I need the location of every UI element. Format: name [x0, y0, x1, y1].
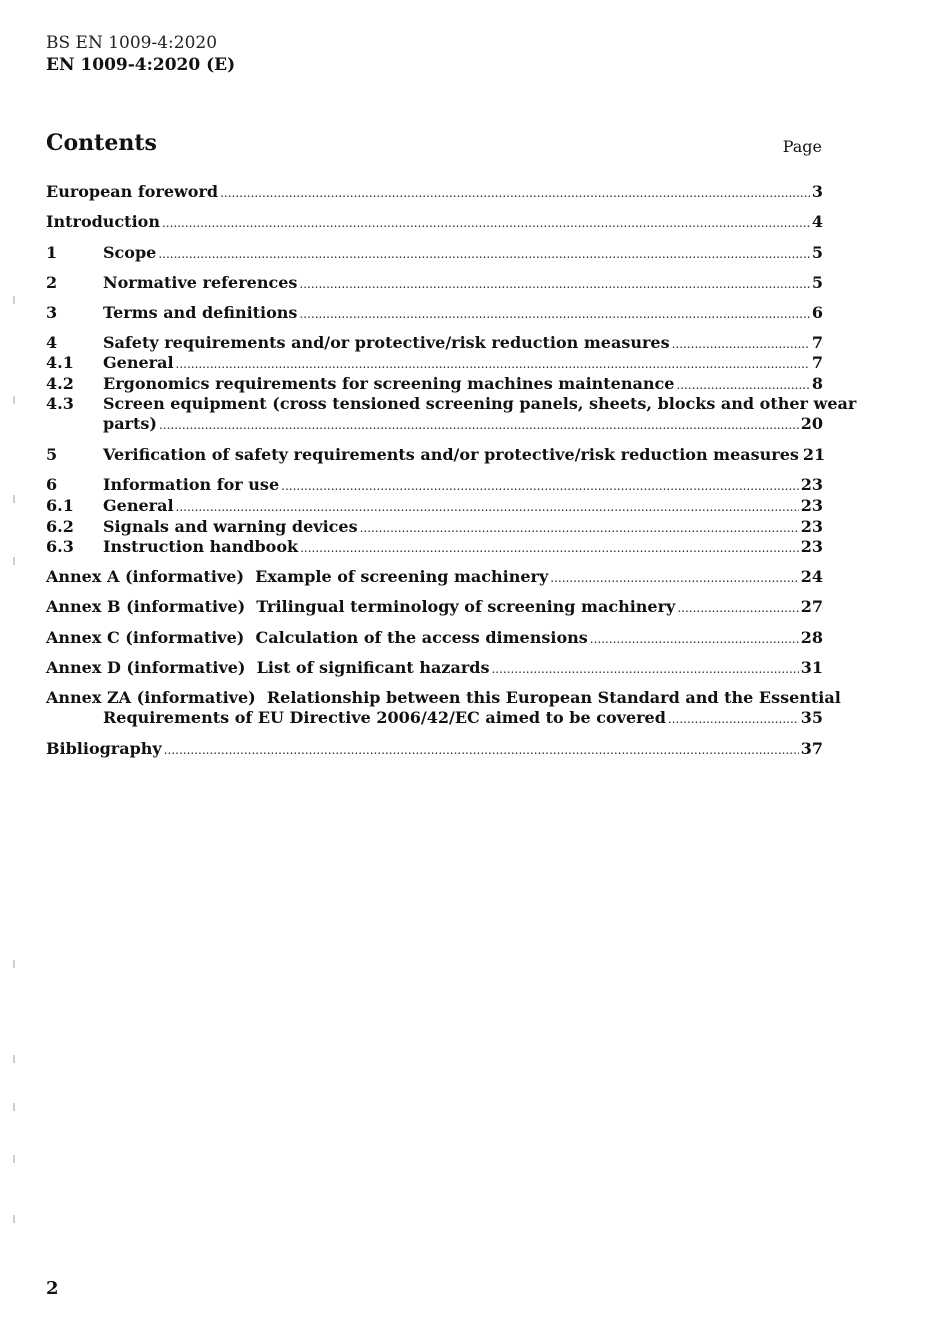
toc-number: 5: [46, 445, 58, 464]
toc-page: 7: [811, 353, 823, 372]
toc-title: European foreword: [46, 182, 219, 201]
toc-title: Normative references: [103, 273, 298, 292]
toc-number: 6.3: [46, 537, 74, 556]
toc-number: 6: [46, 475, 58, 494]
toc-entry-4-1[interactable]: [46, 353, 823, 374]
toc-entry-4-2[interactable]: [46, 374, 823, 395]
margin-mark: [13, 1215, 15, 1223]
margin-mark: [13, 396, 15, 404]
toc-number: 4.3: [46, 394, 74, 413]
toc-title-continued: parts): [103, 414, 157, 433]
document-header: [46, 32, 235, 76]
toc-page: 7: [811, 333, 823, 352]
toc-title: Safety requirements and/or protective/risk reduction measures: [103, 333, 670, 352]
toc-page: 4: [811, 212, 823, 231]
toc-number: 2: [46, 273, 58, 292]
toc-entry-3[interactable]: [46, 303, 823, 324]
toc-page: 5: [811, 273, 823, 292]
toc-title: Ergonomics requirements for screening machines maintenance: [103, 374, 675, 393]
toc-entry-annex-b[interactable]: [46, 597, 823, 618]
toc-page: 23: [800, 496, 823, 515]
toc-title: Signals and warning devices: [103, 517, 358, 536]
toc-entry-annex-a[interactable]: [46, 567, 823, 588]
toc-number: 1: [46, 243, 58, 262]
toc-title: Annex B (informative) Trilingual terminology of screening machinery: [46, 597, 676, 616]
toc-number: 6.2: [46, 517, 74, 536]
toc-title: Introduction: [46, 212, 160, 231]
toc-page: 5: [811, 243, 823, 262]
toc-page: 28: [800, 628, 823, 647]
toc-title-continued: Requirements of EU Directive 2006/42/EC aimed to be covered: [103, 708, 666, 727]
toc-entry-6-1[interactable]: [46, 496, 823, 517]
toc-page: 35: [800, 708, 823, 727]
toc-page: 23: [800, 517, 823, 536]
standard-reference-en: EN 1009-4:2020 (E): [46, 55, 236, 75]
toc-entry-4-3[interactable]: [46, 394, 857, 435]
toc-entry-annex-za[interactable]: [46, 688, 841, 729]
toc-title: Bibliography: [46, 739, 162, 758]
toc-page: 24: [800, 567, 823, 586]
toc-number: 4.2: [46, 374, 74, 393]
toc-page: 6: [811, 303, 823, 322]
toc-title: Annex ZA (informative) Relationship between this European Standard and the Essential: [46, 688, 841, 707]
toc-title: Annex A (informative) Example of screening machinery: [46, 567, 549, 586]
toc-title: Screen equipment (cross tensioned screening panels, sheets, blocks and other wear: [103, 394, 857, 413]
margin-mark: [13, 296, 15, 304]
toc-page: 27: [800, 597, 823, 616]
toc-title: Verification of safety requirements and/or protective/risk reduction measures: [103, 445, 799, 464]
toc-entry-annex-d[interactable]: [46, 658, 823, 679]
toc-page: 21: [802, 445, 826, 464]
toc-entry-6[interactable]: [46, 475, 823, 496]
page-number: 2: [46, 1278, 59, 1299]
toc-title: General: [103, 496, 174, 515]
toc-entry-1[interactable]: [46, 243, 823, 264]
toc-title: Instruction handbook: [103, 537, 299, 556]
toc-number: 4.1: [46, 353, 74, 372]
toc-number: 3: [46, 303, 58, 322]
toc-page: 37: [800, 739, 823, 758]
toc-page: 23: [800, 537, 823, 556]
toc-title: Annex D (informative) List of significant hazards: [46, 658, 490, 677]
toc-entry-5[interactable]: [46, 445, 826, 466]
toc-page: 8: [811, 374, 823, 393]
toc-number: 4: [46, 333, 58, 352]
page-column-label: Page: [782, 137, 822, 156]
toc-entry-6-3[interactable]: [46, 537, 823, 558]
toc-page: 31: [800, 658, 823, 677]
margin-mark: [13, 557, 15, 565]
toc-page: 23: [800, 475, 823, 494]
margin-mark: [13, 1103, 15, 1111]
toc-entry-bibliography[interactable]: [46, 739, 823, 760]
toc-page: 3: [811, 182, 823, 201]
toc-entry-introduction[interactable]: [46, 212, 823, 233]
toc-title: Information for use: [103, 475, 280, 494]
toc-title: Annex C (informative) Calculation of the access dimensions: [46, 628, 588, 647]
toc-page: 20: [800, 414, 823, 433]
margin-mark: [13, 960, 15, 968]
toc-entry-4[interactable]: [46, 333, 823, 354]
toc-entry-foreword[interactable]: [46, 182, 823, 203]
standard-reference-bs: BS EN 1009-4:2020: [46, 33, 218, 53]
margin-mark: [13, 1055, 15, 1063]
toc-entry-6-2[interactable]: [46, 517, 823, 538]
contents-heading: Contents: [46, 130, 157, 156]
toc-title: Scope: [103, 243, 157, 262]
margin-mark: [13, 1155, 15, 1163]
toc-title: Terms and definitions: [103, 303, 298, 322]
toc-number: 6.1: [46, 496, 74, 515]
margin-mark: [13, 495, 15, 503]
toc-entry-2[interactable]: [46, 273, 823, 294]
toc-title: General: [103, 353, 174, 372]
toc-entry-annex-c[interactable]: [46, 628, 823, 649]
